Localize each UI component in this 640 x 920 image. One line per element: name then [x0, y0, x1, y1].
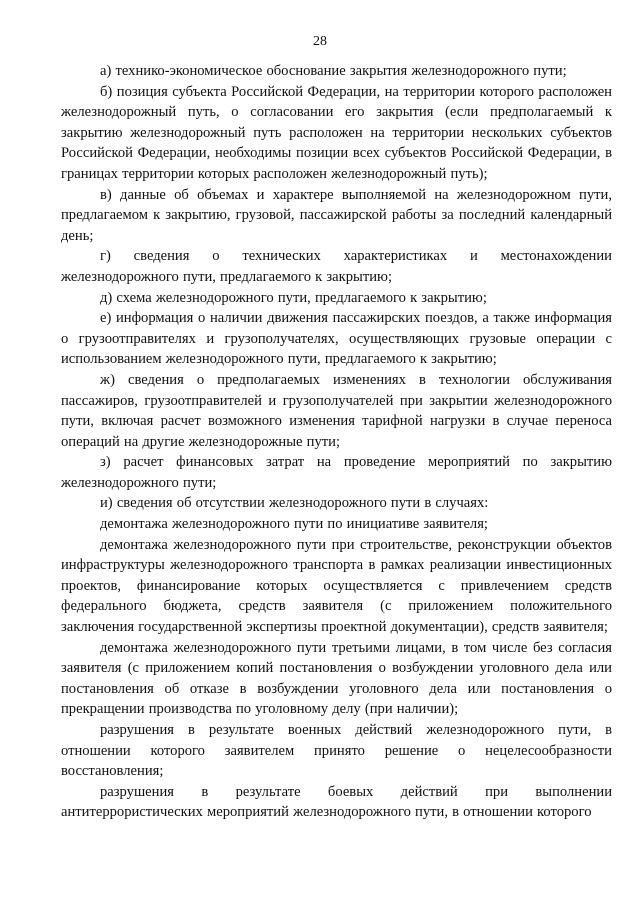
page-number: 28 — [313, 34, 327, 49]
paragraph-d: д) схема железнодорожного пути, предлагаемого к закрытию; — [100, 289, 487, 306]
paragraph-zh: ж) сведения о предполагаемых изменениях в технологии обслуживания пассажиров, грузоотправителей и грузополучателей при закрытии железнодорожного пути, включая расчет возможного изменения тарифной нагрузки в случае переноса операций на другие железнодорожные пути; — [61, 371, 612, 450]
paragraph-z: з) расчет финансовых затрат на проведение мероприятий по закрытию железнодорожного пути; — [61, 454, 612, 491]
case-dismantling-construction: демонтажа железнодорожного пути при строительстве, реконструкции объектов инфраструктуры железнодорожного транспорта в рамках реализации инвестиционных проектов, финансирование которых осуществляется с привлечением средств федерального бюджета, средств заявителя (с приложением положительного заключения государственной экспертизы проектной документации), средств заявителя; — [61, 536, 612, 636]
case-dismantling-by-applicant: демонтажа железнодорожного пути по инициативе заявителя; — [100, 516, 488, 533]
paragraph-i: и) сведения об отсутствии железнодорожного пути в случаях: — [100, 495, 489, 512]
paragraph-b: б) позиция субъекта Российской Федерации, на территории которого расположен железнодорожный путь, о согласовании его закрытия (если предполагаемый к закрытию железнодорожный путь расположен на территории нескольких субъектов Российской Федерации, необходимы позиции всех субъектов Российской Федерации, в границах территории которых расположен железнодорожный путь); — [61, 83, 612, 182]
document-body — [61, 61, 612, 823]
paragraph-a: а) технико-экономическое обоснование закрытия железнодорожного пути; — [100, 63, 567, 79]
paragraph-g: г) сведения о технических характеристиках и местонахождении железнодорожного пути, предлагаемого к закрытию; — [61, 248, 612, 285]
paragraph-e: е) информация о наличии движения пассажирских поездов, а также информация о грузоотправителях и грузополучателях, осуществляющих грузовые операции с использованием железнодорожного пути, предлагаемого к закрытию; — [61, 310, 612, 368]
paragraph-v: в) данные об объемах и характере выполняемой на железнодорожном пути, предлагаемом к закрытию, грузовой, пассажирской работы за последний календарный день; — [61, 186, 612, 244]
case-destruction-combat: разрушения в результате боевых действий при выполнении антитеррористических мероприятий железнодорожного пути, в отношении которого — [61, 783, 612, 821]
case-destruction-military: разрушения в результате военных действий железнодорожного пути, в отношении которого заявителем принято решение о нецелесообразности восстановления; — [61, 722, 612, 780]
case-dismantling-third-parties: демонтажа железнодорожного пути третьими лицами, в том числе без согласия заявителя (с приложением копий постановления о возбуждении уголовного дела или постановления об отказе в возбуждении уголовного дела или постановления о прекращении производства по уголовному делу (при наличии); — [61, 639, 612, 718]
